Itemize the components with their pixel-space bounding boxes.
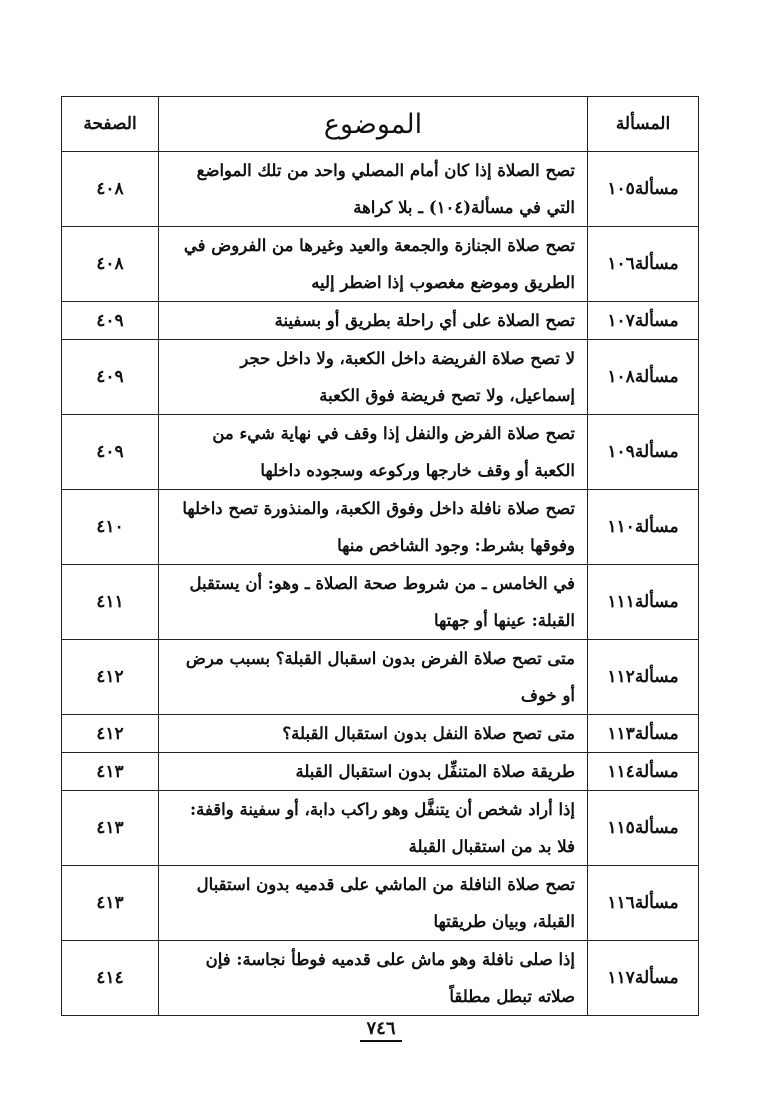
row-number: مسألة١١١ [588, 565, 699, 640]
row-topic: متى تصح صلاة الفرض بدون اسقبال القبلة؟ بسبب مرض أو خوف [159, 640, 588, 715]
row-topic: طريقة صلاة المتنفِّل بدون استقبال القبلة [159, 753, 588, 791]
row-number: مسألة١١٧ [588, 941, 699, 1016]
row-page: ٤١٣ [62, 866, 159, 941]
table-row [62, 415, 699, 490]
row-page: ٤٠٨ [62, 152, 159, 227]
header-page: الصفحة [62, 97, 159, 152]
row-topic: تصح صلاة نافلة داخل وفوق الكعبة، والمنذورة تصح داخلها وفوقها بشرط: وجود الشاخص منها [159, 490, 588, 565]
row-number: مسألة١١٢ [588, 640, 699, 715]
row-page: ٤٠٩ [62, 340, 159, 415]
row-number: مسألة١١٣ [588, 715, 699, 753]
row-page: ٤١٢ [62, 640, 159, 715]
table-row [62, 152, 699, 227]
row-number: مسألة١٠٩ [588, 415, 699, 490]
table-row [62, 791, 699, 866]
row-number: مسألة١٠٥ [588, 152, 699, 227]
header-number: المسألة [588, 97, 699, 152]
header-topic: الموضوع [159, 97, 588, 152]
row-topic: تصح الصلاة على أي راحلة بطريق أو بسفينة [159, 302, 588, 340]
row-topic: تصح صلاة النافلة من الماشي على قدميه بدون استقبال القبلة، وبيان طريقتها [159, 866, 588, 941]
table-row [62, 753, 699, 791]
row-page: ٤١٤ [62, 941, 159, 1016]
table-row [62, 715, 699, 753]
table-row [62, 227, 699, 302]
row-topic: تصح الصلاة إذا كان أمام المصلي واحد من تلك المواضع التي في مسألة(١٠٤) ـ بلا كراهة [159, 152, 588, 227]
table-row [62, 941, 699, 1016]
row-page: ٤١٣ [62, 791, 159, 866]
row-page: ٤١٣ [62, 753, 159, 791]
row-topic: إذا أراد شخص أن يتنفَّل وهو راكب دابة، أو سفينة واقفة: فلا بد من استقبال القبلة [159, 791, 588, 866]
row-number: مسألة١١٤ [588, 753, 699, 791]
row-number: مسألة١٠٦ [588, 227, 699, 302]
row-topic: لا تصح صلاة الفريضة داخل الكعبة، ولا داخل حجر إسماعيل، ولا تصح فريضة فوق الكعبة [159, 340, 588, 415]
table-row [62, 340, 699, 415]
row-topic: إذا صلى نافلة وهو ماش على قدميه فوطأ نجاسة: فإن صلاته تبطل مطلقاً [159, 941, 588, 1016]
row-page: ٤١١ [62, 565, 159, 640]
table-row [62, 302, 699, 340]
row-page: ٤٠٩ [62, 302, 159, 340]
row-topic: تصح صلاة الفرض والنفل إذا وقف في نهاية شيء من الكعبة أو وقف خارجها وركوعه وسجوده داخلها [159, 415, 588, 490]
row-number: مسألة١١٠ [588, 490, 699, 565]
row-page: ٤٠٨ [62, 227, 159, 302]
page-number-value: ٧٤٦ [360, 1018, 401, 1042]
row-number: مسألة١١٦ [588, 866, 699, 941]
row-page: ٤٠٩ [62, 415, 159, 490]
table-row [62, 565, 699, 640]
row-number: مسألة١٠٧ [588, 302, 699, 340]
row-topic: متى تصح صلاة النفل بدون استقبال القبلة؟ [159, 715, 588, 753]
toc-table [61, 96, 699, 1016]
table-row [62, 640, 699, 715]
row-number: مسألة١٠٨ [588, 340, 699, 415]
page-number [0, 1018, 762, 1039]
table-row [62, 866, 699, 941]
row-page: ٤١٠ [62, 490, 159, 565]
row-page: ٤١٢ [62, 715, 159, 753]
table-row [62, 490, 699, 565]
row-topic: تصح صلاة الجنازة والجمعة والعيد وغيرها من الفروض في الطريق وموضع مغصوب إذا اضطر إليه [159, 227, 588, 302]
row-number: مسألة١١٥ [588, 791, 699, 866]
row-topic: في الخامس ـ من شروط صحة الصلاة ـ وهو: أن يستقبل القبلة: عينها أو جهتها [159, 565, 588, 640]
header-row [62, 97, 699, 152]
